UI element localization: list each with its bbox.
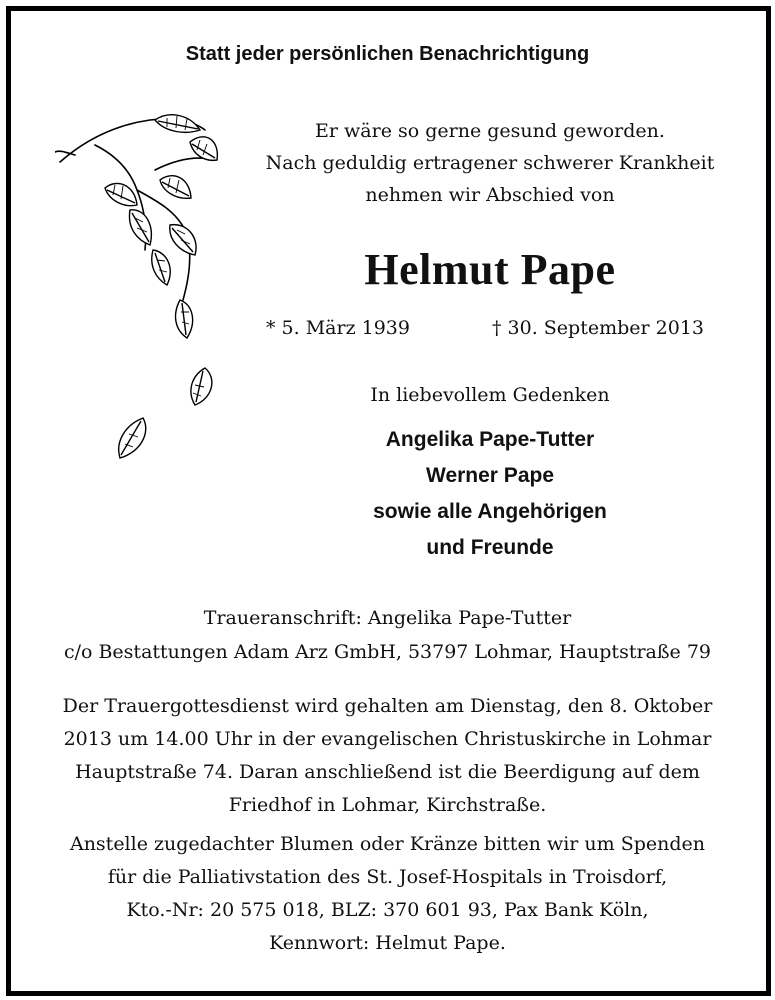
- mourner-name: und Freunde: [426, 536, 554, 559]
- donation-line-1: Anstelle zugedachter Blumen oder Kränze bitten wir um Spenden: [69, 833, 706, 855]
- memory-line: In liebevollem Gedenken: [370, 384, 610, 406]
- donation-info: [0, 828, 775, 960]
- notice-heading: Statt jeder persönlichen Benachrichtigung: [185, 43, 590, 65]
- birch-branch-illustration: [55, 100, 235, 480]
- mourner-name: Werner Pape: [426, 464, 554, 487]
- intro-line-1: Er wäre so gerne gesund geworden.: [315, 120, 665, 142]
- donation-line-2: für die Palliativstation des St. Josef-Hospitals in Troisdorf,: [107, 866, 668, 888]
- service-line-3: Hauptstraße 74. Daran anschließend ist die Beerdigung auf dem: [75, 761, 700, 783]
- mourner-name: Angelika Pape-Tutter: [385, 428, 595, 451]
- service-line-1: Der Trauergottesdienst wird gehalten am Dienstag, den 8. Oktober: [62, 695, 713, 717]
- death-date: † 30. September 2013: [492, 317, 704, 339]
- intro-text: [230, 115, 750, 211]
- address-line-2: c/o Bestattungen Adam Arz GmbH, 53797 Lohmar, Hauptstraße 79: [63, 641, 712, 663]
- address-line-1: Traueranschrift: Angelika Pape-Tutter: [203, 607, 572, 629]
- mourners-list: [280, 422, 700, 566]
- intro-line-2: Nach geduldig ertragener schwerer Krankheit: [265, 152, 715, 174]
- intro-line-3: nehmen wir Abschied von: [365, 184, 615, 206]
- service-line-4: Friedhof in Lohmar, Kirchstraße.: [228, 794, 547, 816]
- service-info: [0, 690, 775, 822]
- service-line-2: 2013 um 14.00 Uhr in der evangelischen Christuskirche in Lohmar: [63, 728, 712, 750]
- donation-line-3: Kto.-Nr: 20 575 018, BLZ: 370 601 93, Pax Bank Köln,: [126, 899, 649, 921]
- mourner-name: sowie alle Angehörigen: [373, 500, 607, 523]
- deceased-name: Helmut Pape: [364, 245, 616, 294]
- mourning-address: [0, 601, 775, 669]
- birth-date: * 5. März 1939: [266, 317, 410, 339]
- donation-line-4: Kennwort: Helmut Pape.: [269, 932, 506, 954]
